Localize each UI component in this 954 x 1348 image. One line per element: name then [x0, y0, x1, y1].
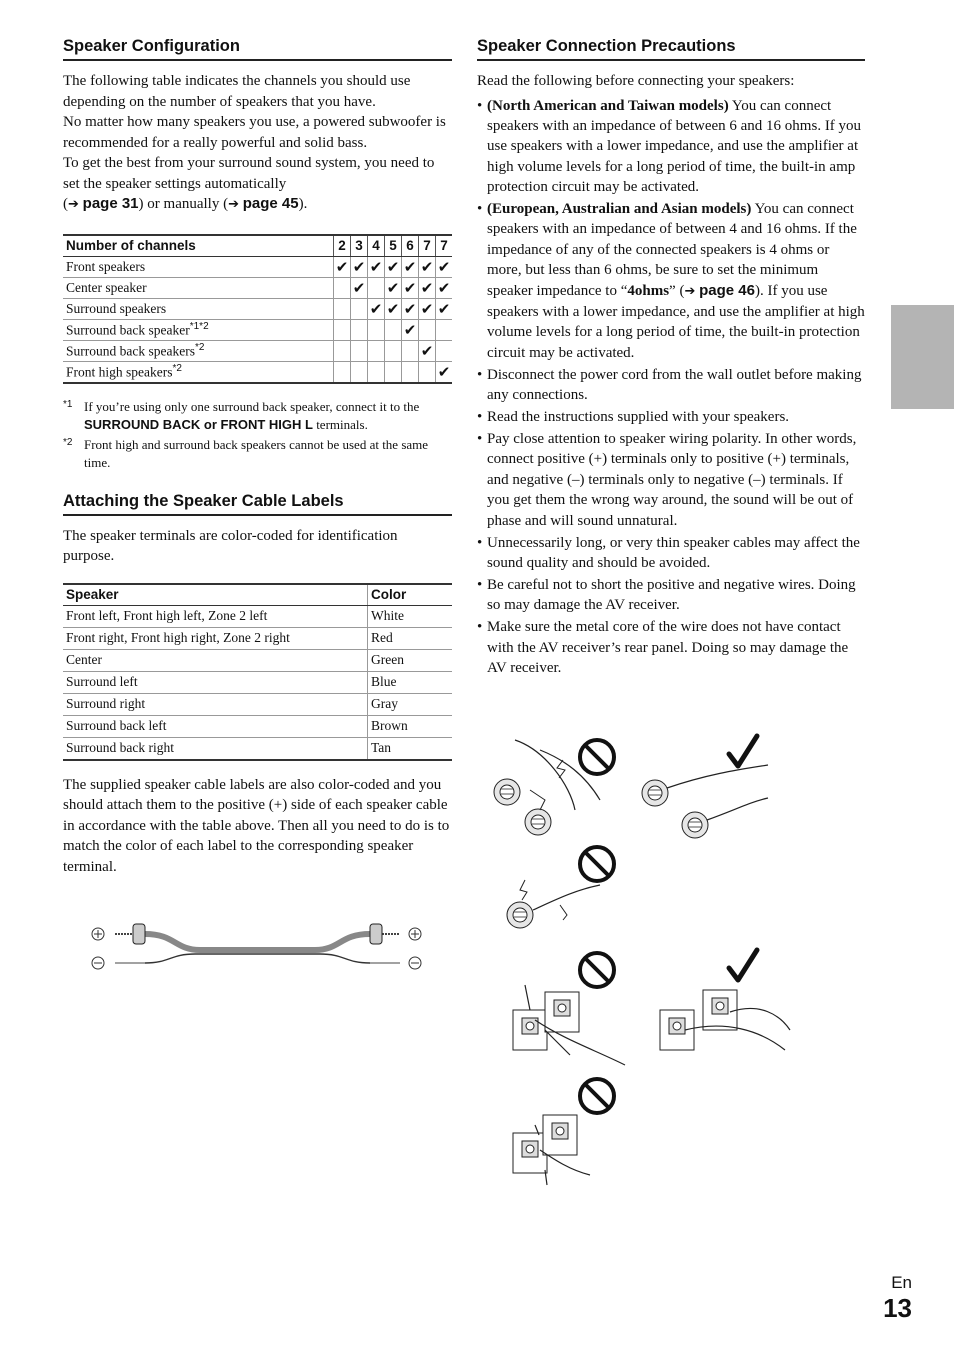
- empty-cell: [385, 319, 402, 340]
- check-mark-icon: ✔: [351, 256, 368, 277]
- config-paragraph-2: No matter how many speakers you use, a powered subwoofer is recommended for a really powerful and solid bass.: [63, 114, 446, 151]
- list-item-text: Disconnect the power cord from the wall outlet before making any connections.: [487, 366, 862, 404]
- empty-cell: [334, 361, 351, 383]
- check-mark-icon: ✔: [334, 256, 351, 277]
- color-cell: Gray: [368, 693, 453, 715]
- table-row: [63, 671, 452, 693]
- footnote-reference: *1*2: [189, 320, 209, 332]
- bullet: •: [477, 619, 483, 636]
- table-row: [63, 277, 452, 298]
- check-mark-icon: ✔: [419, 277, 436, 298]
- prohibited-icon: [580, 1079, 614, 1113]
- footnote-text: terminals.: [316, 417, 368, 432]
- cable-labels-paragraph-2: The supplied speaker cable labels are also color-coded and you should attach them to the positive (+) side of each speaker cable in accordance with the table above. Then all you need to do is to match the color of each label to the corresponding speaker terminal.: [63, 776, 450, 875]
- channel-count: 5: [385, 235, 402, 257]
- speaker-type-cell: [63, 361, 334, 383]
- table-row: [63, 737, 452, 760]
- page-number: 13: [883, 1293, 912, 1323]
- footnote-mark: *1: [63, 398, 73, 410]
- wrong-connection-4-illustration: [513, 1115, 590, 1185]
- table-row: [63, 693, 452, 715]
- list-item: [477, 96, 865, 198]
- channel-count: 2: [334, 235, 351, 257]
- model-region: (European, Australian and Asian models): [487, 201, 752, 218]
- empty-cell: [351, 340, 368, 361]
- empty-cell: [351, 319, 368, 340]
- footnote-reference: *2: [194, 341, 205, 353]
- table-row: [63, 298, 452, 319]
- check-mark-icon: ✔: [436, 361, 453, 383]
- bullet: •: [477, 201, 483, 218]
- empty-cell: [334, 277, 351, 298]
- list-item-text: Be careful not to short the positive and negative wires. Doing so may damage the AV receiver.: [487, 576, 856, 614]
- page-46-link[interactable]: page 46: [699, 281, 755, 299]
- check-mark-icon: ✔: [419, 340, 436, 361]
- empty-cell: [334, 319, 351, 340]
- list-item: [477, 617, 865, 678]
- check-mark-icon: ✔: [436, 298, 453, 319]
- channels-table: [63, 234, 452, 384]
- color-cell: Red: [368, 627, 453, 649]
- empty-cell: [385, 361, 402, 383]
- check-mark-icon: ✔: [402, 319, 419, 340]
- empty-cell: [368, 361, 385, 383]
- color-table-header: [63, 584, 452, 606]
- bullet: •: [477, 576, 483, 593]
- table-row: [63, 649, 452, 671]
- speaker-cell: Surround left: [63, 671, 368, 693]
- config-text-a: To get the best from your surround sound system, you need to set the speaker settings automatically: [63, 155, 435, 192]
- color-cell: Brown: [368, 715, 453, 737]
- left-column: [63, 36, 452, 877]
- speaker-type-label: Surround back speakers: [66, 343, 195, 359]
- list-item-text: ” (: [669, 282, 685, 299]
- bullet: •: [477, 366, 483, 383]
- prohibited-icon: [580, 847, 614, 881]
- footnote-text: Front high and surround back speakers cannot be used at the same time.: [84, 436, 429, 470]
- speaker-type-cell: [63, 298, 334, 319]
- color-cell: White: [368, 605, 453, 627]
- empty-cell: [419, 319, 436, 340]
- speaker-type-cell: [63, 277, 334, 298]
- check-mark-icon: ✔: [419, 298, 436, 319]
- config-paragraph-3: [63, 153, 452, 216]
- color-table-body: [63, 605, 452, 760]
- wrong-connection-2-illustration: [507, 880, 600, 928]
- footnote-2: [63, 436, 452, 473]
- list-item: [477, 533, 865, 574]
- color-cell: Tan: [368, 737, 453, 760]
- check-mark-icon: ✔: [351, 277, 368, 298]
- list-item: [477, 575, 865, 616]
- table-row: [63, 361, 452, 383]
- empty-cell: [351, 361, 368, 383]
- speaker-cell: Center: [63, 649, 368, 671]
- check-mark-icon: ✔: [436, 256, 453, 277]
- checkmark-icon: [729, 950, 757, 980]
- model-region: (North American and Taiwan models): [487, 97, 729, 114]
- arrow-icon: ➔: [68, 197, 79, 212]
- speaker-cell: Front left, Front high left, Zone 2 left: [63, 605, 368, 627]
- empty-cell: [351, 298, 368, 319]
- precautions-heading: Speaker Connection Precautions: [477, 36, 865, 61]
- speaker-cell: Surround right: [63, 693, 368, 715]
- cable-labels-paragraph-1: The speaker terminals are color-coded for identification purpose.: [63, 527, 398, 564]
- check-mark-icon: ✔: [419, 256, 436, 277]
- channel-count: 7: [419, 235, 436, 257]
- list-item-text: ). If you use speakers with a lower impedance, and use the amplifier at high volume levels for a long period of time, the built-in protection circuit may be activated.: [487, 282, 865, 361]
- color-column-header: Color: [368, 584, 453, 606]
- speaker-type-label: Surround back speaker: [66, 322, 190, 338]
- color-cell: Blue: [368, 671, 453, 693]
- table-row: [63, 605, 452, 627]
- config-text-d: ).: [298, 196, 308, 212]
- speaker-type-cell: [63, 256, 334, 277]
- terminal-name: SURROUND BACK or FRONT HIGH L: [84, 417, 313, 432]
- list-item: [477, 365, 865, 406]
- channels-header-label: Number of channels: [63, 235, 334, 257]
- wiring-do-dont-illustration: [485, 730, 800, 1195]
- empty-cell: [402, 361, 419, 383]
- list-item-text: Make sure the metal core of the wire does not have contact with the AV receiver’s rear panel. Doing so may damage the AV receiver.: [487, 619, 849, 676]
- footnote-mark: *2: [63, 436, 73, 448]
- empty-cell: [402, 340, 419, 361]
- list-item-text: You can connect speakers with an impedance of between 6 and 16 ohms. If you use speakers with a lower impedance, and use the amplifier at high volume levels for a long period of time, the built-in amp protection circuit may be activated.: [487, 97, 862, 196]
- page-31-link[interactable]: page 31: [82, 195, 139, 212]
- empty-cell: [368, 340, 385, 361]
- empty-cell: [334, 340, 351, 361]
- config-text-b: (: [63, 196, 68, 212]
- empty-cell: [368, 277, 385, 298]
- empty-cell: [436, 340, 453, 361]
- list-item-text: You can connect speakers with an impedance of between 4 and 16 ohms. If the impedance of any of the connected speakers is 4 ohms or more, but less than 6 ohms, be sure to set the minimum speaker impedance to “: [487, 201, 857, 299]
- speaker-cell: Front right, Front high right, Zone 2 right: [63, 627, 368, 649]
- checkmark-icon: [729, 736, 757, 766]
- cable-labels-heading: Attaching the Speaker Cable Labels: [63, 491, 452, 516]
- empty-cell: [334, 298, 351, 319]
- bullet: •: [477, 97, 483, 114]
- page-45-link[interactable]: page 45: [242, 195, 299, 212]
- prohibited-icon: [580, 953, 614, 987]
- speaker-type-label: Front speakers: [66, 258, 146, 274]
- arrow-icon: ➔: [228, 197, 239, 212]
- channel-count: 7: [436, 235, 453, 257]
- check-mark-icon: ✔: [402, 298, 419, 319]
- speaker-type-label: Center speaker: [66, 279, 147, 295]
- channels-table-header: [63, 235, 452, 257]
- footnote-1: [63, 398, 452, 435]
- empty-cell: [436, 319, 453, 340]
- footnote-reference: *2: [172, 362, 182, 374]
- table-row: [63, 715, 452, 737]
- list-item-text: Read the instructions supplied with your speakers.: [487, 409, 790, 426]
- table-row: [63, 256, 452, 277]
- empty-cell: [385, 340, 402, 361]
- list-item: [477, 407, 865, 427]
- speaker-type-label: Surround speakers: [66, 300, 167, 316]
- wrong-connection-3-illustration: [513, 985, 625, 1065]
- ohms-setting: 4ohms: [627, 282, 670, 299]
- speaker-type-cell: [63, 340, 334, 361]
- bullet: •: [477, 409, 483, 426]
- correct-connection-1-illustration: [642, 765, 768, 838]
- speaker-configuration-heading: Speaker Configuration: [63, 36, 452, 61]
- speaker-cell: Surround back left: [63, 715, 368, 737]
- channel-count: 3: [351, 235, 368, 257]
- check-mark-icon: ✔: [436, 277, 453, 298]
- empty-cell: [419, 361, 436, 383]
- list-item-text: Unnecessarily long, or very thin speaker cables may affect the sound quality and should be avoided.: [487, 534, 860, 571]
- list-item: [477, 199, 865, 363]
- config-text-c: ) or manually (: [138, 196, 229, 212]
- wrong-connection-1-illustration: [494, 740, 600, 835]
- table-row: [63, 340, 452, 361]
- speaker-column-header: Speaker: [63, 584, 368, 606]
- bullet: •: [477, 534, 483, 551]
- speaker-cable-illustration: [85, 918, 430, 970]
- page-footer: [883, 1273, 912, 1323]
- list-item: [477, 429, 865, 531]
- check-mark-icon: ✔: [385, 298, 402, 319]
- footnotes: [63, 398, 452, 473]
- right-column: [477, 36, 865, 680]
- language-label: En: [891, 1273, 912, 1292]
- channel-count: 6: [402, 235, 419, 257]
- check-mark-icon: ✔: [402, 256, 419, 277]
- section-tab-marker: [891, 305, 954, 409]
- arrow-icon: ➔: [684, 283, 696, 299]
- speaker-type-cell: [63, 319, 334, 340]
- config-paragraph-1: The following table indicates the channels you should use depending on the number of speakers that you have.: [63, 73, 411, 110]
- correct-connection-3-illustration: [660, 990, 790, 1050]
- footnote-text: If you’re using only one surround back speaker, connect it to the: [84, 398, 420, 414]
- check-mark-icon: ✔: [368, 298, 385, 319]
- precautions-list: [477, 96, 865, 679]
- channels-table-body: [63, 256, 452, 383]
- speaker-type-label: Front high speakers: [66, 364, 173, 380]
- check-mark-icon: ✔: [385, 277, 402, 298]
- speaker-cell: Surround back right: [63, 737, 368, 760]
- table-row: [63, 627, 452, 649]
- check-mark-icon: ✔: [385, 256, 402, 277]
- precautions-intro: Read the following before connecting your speakers:: [477, 73, 795, 89]
- empty-cell: [368, 319, 385, 340]
- prohibited-icon: [580, 740, 614, 774]
- check-mark-icon: ✔: [402, 277, 419, 298]
- check-mark-icon: ✔: [368, 256, 385, 277]
- list-item-text: Pay close attention to speaker wiring polarity. In other words, connect positive (+) terminals only to positive (+) terminals, and negative (–) terminals only to negative (–) terminals. If you get them the wrong way around, the sound will be out of phase and will sound unnatural.: [487, 431, 857, 529]
- table-row: [63, 319, 452, 340]
- color-table: [63, 583, 452, 761]
- color-cell: Green: [368, 649, 453, 671]
- bullet: •: [477, 431, 483, 447]
- channel-count: 4: [368, 235, 385, 257]
